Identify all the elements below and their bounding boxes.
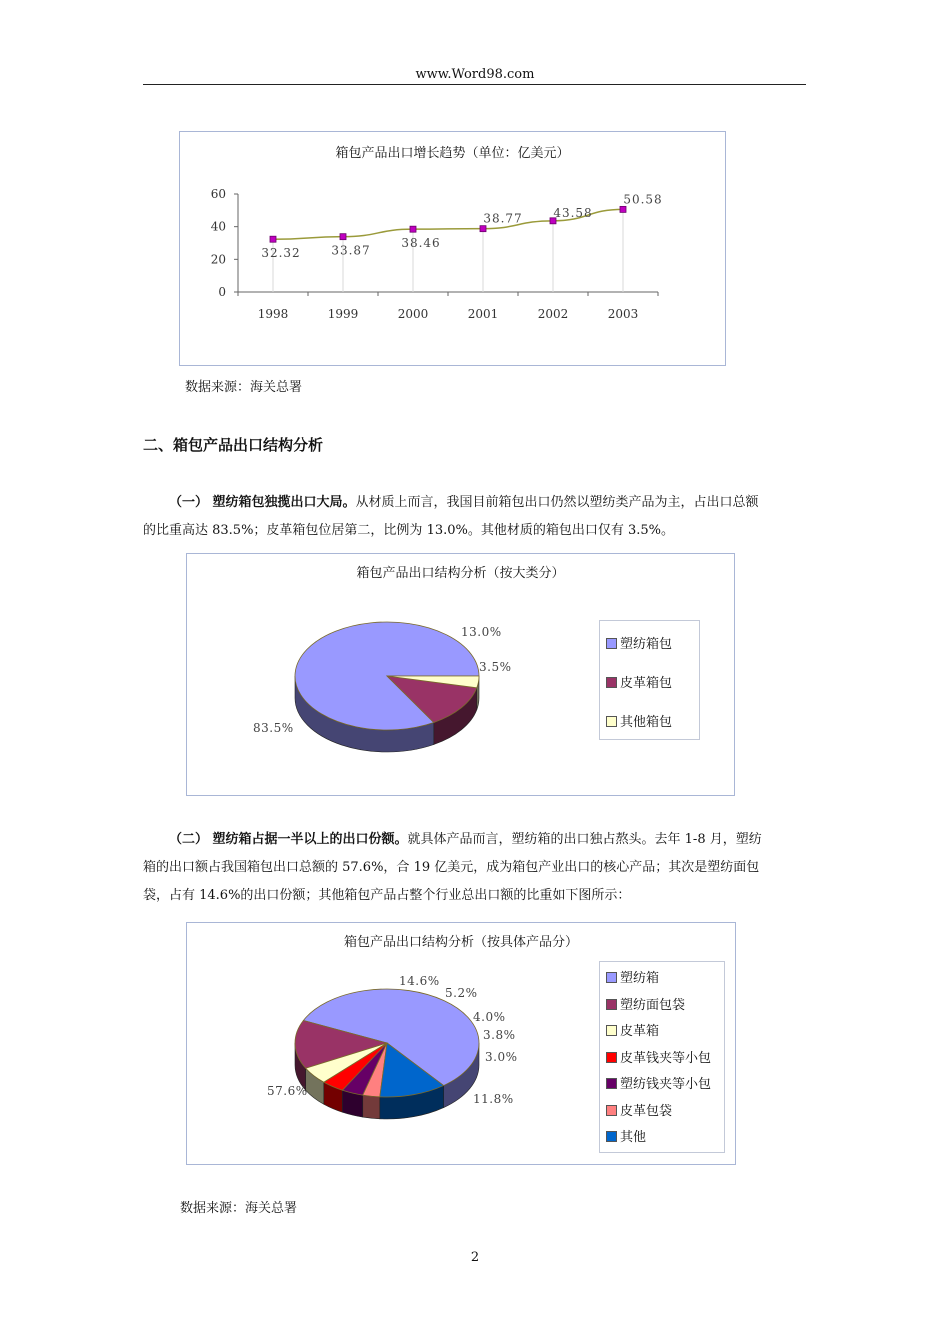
data-label: 38.46 bbox=[401, 236, 441, 251]
data-label: 11.8% bbox=[473, 1092, 514, 1106]
legend-label: 塑纺面包袋 bbox=[620, 997, 686, 1013]
data-label: 33.87 bbox=[331, 243, 371, 258]
paragraph-1-lead: （一） 塑纺箱包独揽出口大局。 bbox=[169, 495, 356, 510]
data-point bbox=[270, 236, 276, 242]
paragraph-1 bbox=[143, 489, 806, 545]
legend-swatch bbox=[606, 1025, 617, 1036]
line-chart-panel bbox=[179, 131, 726, 366]
data-label: 3.8% bbox=[483, 1028, 516, 1042]
chart3-source: 数据来源：海关总署 bbox=[180, 1201, 298, 1216]
paragraph-2-lead: （二） 塑纺箱占据一半以上的出口份额。 bbox=[169, 832, 408, 847]
paragraph-2-text-c: 袋，占有 14.6%的出口份额；其他箱包产品占整个行业总出口额的比重如下图所示： bbox=[143, 888, 631, 903]
data-label: 3.5% bbox=[479, 660, 512, 674]
legend-swatch bbox=[606, 999, 617, 1010]
data-label: 57.6% bbox=[267, 1084, 308, 1098]
legend-swatch bbox=[606, 716, 617, 727]
line-chart-title: 箱包产品出口增长趋势（单位：亿美元） bbox=[335, 146, 570, 161]
x-tick-label: 2003 bbox=[607, 307, 639, 321]
data-point bbox=[620, 206, 626, 212]
pie-chart-product-title: 箱包产品出口结构分析（按具体产品分） bbox=[343, 935, 578, 950]
pie-chart-product-panel bbox=[186, 922, 736, 1165]
line-chart bbox=[180, 132, 725, 365]
y-tick-label: 20 bbox=[210, 252, 226, 267]
legend-swatch bbox=[606, 677, 617, 688]
pie-chart-category-panel bbox=[186, 553, 735, 796]
legend-label: 塑纺箱包 bbox=[620, 637, 673, 652]
legend-label: 塑纺钱夹等小包 bbox=[620, 1077, 712, 1092]
paragraph-2-text-b: 箱的出口额占我国箱包出口总额的 57.6%，合 19 亿美元，成为箱包产业出口的核心产品；其次是塑纺面包 bbox=[143, 860, 760, 875]
pie-chart-category-title: 箱包产品出口结构分析（按大类分） bbox=[356, 566, 565, 581]
y-tick-label: 0 bbox=[218, 285, 226, 299]
chart1-source: 数据来源：海关总署 bbox=[185, 380, 303, 395]
data-point bbox=[480, 226, 486, 232]
legend-item bbox=[606, 711, 672, 730]
data-label: 13.0% bbox=[461, 625, 502, 639]
paragraph-1-text-a: 从材质上而言，我国目前箱包出口仍然以塑纺类产品为主，占出口总额 bbox=[355, 495, 759, 510]
legend-item bbox=[606, 994, 685, 1013]
x-tick-label: 2002 bbox=[537, 307, 569, 321]
legend-swatch bbox=[606, 972, 617, 983]
data-label: 43.58 bbox=[553, 205, 593, 220]
data-label: 83.5% bbox=[253, 721, 294, 735]
data-label: 14.6% bbox=[399, 974, 440, 988]
legend-swatch bbox=[606, 1131, 617, 1142]
x-tick-label: 2001 bbox=[467, 307, 499, 321]
legend-item bbox=[606, 1100, 672, 1119]
legend-swatch bbox=[606, 1105, 617, 1116]
legend-label: 皮革钱夹等小包 bbox=[620, 1050, 712, 1066]
pie-chart-product-legend bbox=[599, 961, 725, 1153]
x-tick-label: 1998 bbox=[257, 307, 289, 321]
paragraph-2-text-a: 就具体产品而言，塑纺箱的出口独占熬头。去年 1-8 月，塑纺 bbox=[407, 832, 762, 847]
header-rule bbox=[143, 84, 806, 85]
data-label: 50.58 bbox=[623, 192, 663, 207]
legend-item bbox=[606, 967, 659, 986]
pie-chart-category-legend bbox=[599, 620, 700, 740]
data-label: 4.0% bbox=[473, 1010, 506, 1024]
legend-label: 皮革箱 bbox=[620, 1024, 660, 1039]
legend-swatch bbox=[606, 1078, 617, 1089]
y-tick-label: 40 bbox=[210, 219, 226, 234]
legend-label: 塑纺箱 bbox=[620, 971, 660, 986]
legend-label: 其他箱包 bbox=[620, 715, 673, 730]
legend-swatch bbox=[606, 1052, 617, 1063]
section-heading: 二、箱包产品出口结构分析 bbox=[143, 436, 324, 454]
legend-label: 皮革包袋 bbox=[620, 1103, 673, 1119]
data-label: 38.77 bbox=[483, 211, 523, 226]
legend-label: 其他 bbox=[620, 1130, 647, 1145]
legend-swatch bbox=[606, 638, 617, 649]
header-url: www.Word98.com bbox=[415, 67, 535, 82]
data-label: 3.0% bbox=[485, 1050, 518, 1064]
legend-item bbox=[606, 1020, 659, 1039]
legend-item bbox=[606, 1126, 646, 1145]
legend-item bbox=[606, 1073, 711, 1092]
paragraph-1-text-b: 的比重高达 83.5%；皮革箱包位居第二，比例为 13.0%。其他材质的箱包出口仅有 3.5%。 bbox=[143, 523, 675, 538]
x-tick-label: 1999 bbox=[327, 307, 359, 321]
data-label: 32.32 bbox=[261, 246, 301, 261]
data-point bbox=[340, 234, 346, 240]
legend-item bbox=[606, 1047, 711, 1066]
legend-label: 皮革箱包 bbox=[620, 676, 673, 691]
legend-item bbox=[606, 672, 672, 691]
x-tick-label: 2000 bbox=[397, 307, 429, 321]
paragraph-2 bbox=[143, 826, 806, 910]
data-point bbox=[410, 226, 416, 232]
y-tick-label: 60 bbox=[210, 187, 226, 201]
data-label: 5.2% bbox=[445, 986, 478, 1000]
page-number: 2 bbox=[470, 1250, 480, 1265]
pie-slice-side bbox=[363, 1095, 380, 1119]
legend-item bbox=[606, 633, 672, 652]
